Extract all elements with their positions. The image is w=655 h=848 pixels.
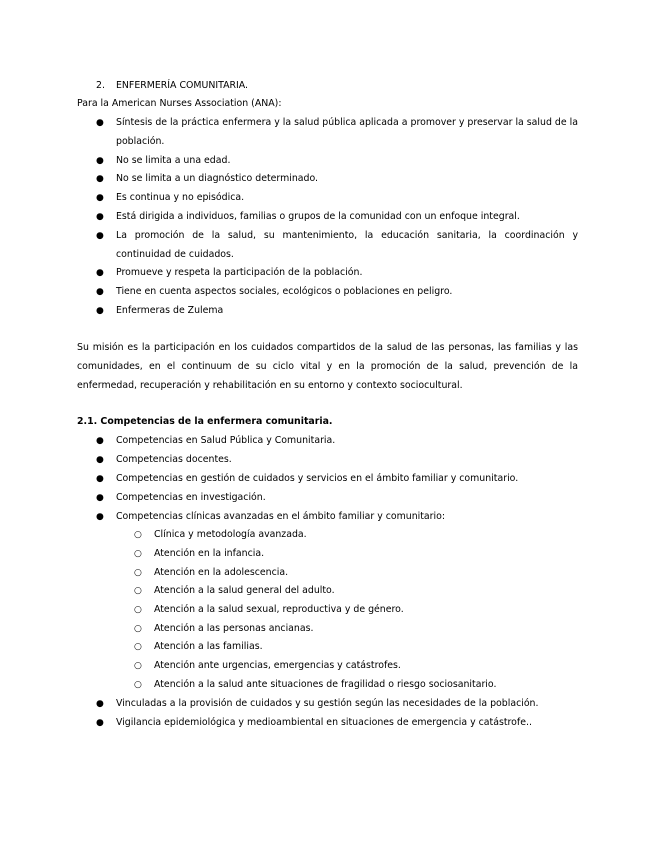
clinica-item: Atención en la infancia. <box>154 548 265 559</box>
bullet-icon: ● <box>96 699 104 709</box>
ana-item: Es continua y no episódica. <box>116 192 245 203</box>
ana-item: No se limita a un diagnóstico determinado. <box>116 173 319 184</box>
ana-intro: Para la American Nurses Association (ANA): <box>77 98 282 109</box>
section-title: ENFERMERÍA COMUNITARIA. <box>116 80 249 91</box>
competencia-item: Competencias docentes. <box>116 454 232 465</box>
competencia-item: Competencias en Salud Pública y Comunitaria. <box>116 435 336 446</box>
bullet-icon: ● <box>96 231 104 241</box>
circle-bullet-icon: ○ <box>134 680 142 690</box>
bullet-icon: ● <box>96 212 104 222</box>
ana-item: No se limita a una edad. <box>116 155 231 166</box>
clinica-item: Atención a la salud general del adulto. <box>154 585 335 596</box>
bullet-icon: ● <box>96 118 104 128</box>
bullet-icon: ● <box>96 493 104 503</box>
bullet-icon: ● <box>96 455 104 465</box>
circle-bullet-icon: ○ <box>134 642 142 652</box>
circle-bullet-icon: ○ <box>134 568 142 578</box>
competencia-item: Competencias en investigación. <box>116 492 266 503</box>
bullet-icon: ● <box>96 512 104 522</box>
bullet-icon: ● <box>96 268 104 278</box>
circle-bullet-icon: ○ <box>134 549 142 559</box>
circle-bullet-icon: ○ <box>134 661 142 671</box>
bullet-icon: ● <box>96 718 104 728</box>
competencia-item: Competencias en gestión de cuidados y servicios en el ámbito familiar y comunitario. <box>116 473 519 484</box>
circle-bullet-icon: ○ <box>134 605 142 615</box>
ana-item: Promueve y respeta la participación de la población. <box>116 267 363 278</box>
section-number: 2. <box>96 80 105 91</box>
ana-item: Tiene en cuenta aspectos sociales, ecológicos o poblaciones en peligro. <box>116 286 453 297</box>
clinica-item: Clínica y metodología avanzada. <box>154 529 307 540</box>
ana-item: Enfermeras de Zulema <box>116 305 224 316</box>
clinica-item: Atención a las familias. <box>154 641 263 652</box>
circle-bullet-icon: ○ <box>134 624 142 634</box>
bullet-icon: ● <box>96 156 104 166</box>
clinica-item: Atención a las personas ancianas. <box>154 623 314 634</box>
ana-item: Está dirigida a individuos, familias o grupos de la comunidad con un enfoque integral. <box>116 211 520 222</box>
bullet-icon: ● <box>96 306 104 316</box>
clinica-item: Atención en la adolescencia. <box>154 567 289 578</box>
bullet-icon: ● <box>96 474 104 484</box>
clinica-item: Atención a la salud ante situaciones de fragilidad o riesgo sociosanitario. <box>154 679 497 690</box>
ana-item: Síntesis de la práctica enfermera y la salud pública aplicada a promover y preservar la salud de la población. <box>116 117 578 147</box>
competencia-item: Vinculadas a la provisión de cuidados y su gestión según las necesidades de la población. <box>116 698 539 709</box>
subsection-title: 2.1. Competencias de la enfermera comunitaria. <box>77 416 333 427</box>
circle-bullet-icon: ○ <box>134 530 142 540</box>
competencia-item: Competencias clínicas avanzadas en el ámbito familiar y comunitario: <box>116 511 446 522</box>
mission-paragraph: Su misión es la participación en los cuidados compartidos de la salud de las personas, las familias y las comunidades, en el continuum de su ciclo vital y en la promoción de la salud, prevención de la enfermedad, recuperación y rehabilitación en su entorno y contexto sociocultural. <box>77 342 578 391</box>
clinica-item: Atención ante urgencias, emergencias y catástrofes. <box>154 660 401 671</box>
clinica-item: Atención a la salud sexual, reproductiva y de género. <box>154 604 404 615</box>
bullet-icon: ● <box>96 287 104 297</box>
circle-bullet-icon: ○ <box>134 586 142 596</box>
bullet-icon: ● <box>96 174 104 184</box>
bullet-icon: ● <box>96 193 104 203</box>
ana-item: La promoción de la salud, su mantenimiento, la educación sanitaria, la coordinación y continuidad de cuidados. <box>116 230 578 260</box>
competencia-item: Vigilancia epidemiológica y medioambiental en situaciones de emergencia y catástrofe.. <box>116 717 532 728</box>
bullet-icon: ● <box>96 436 104 446</box>
